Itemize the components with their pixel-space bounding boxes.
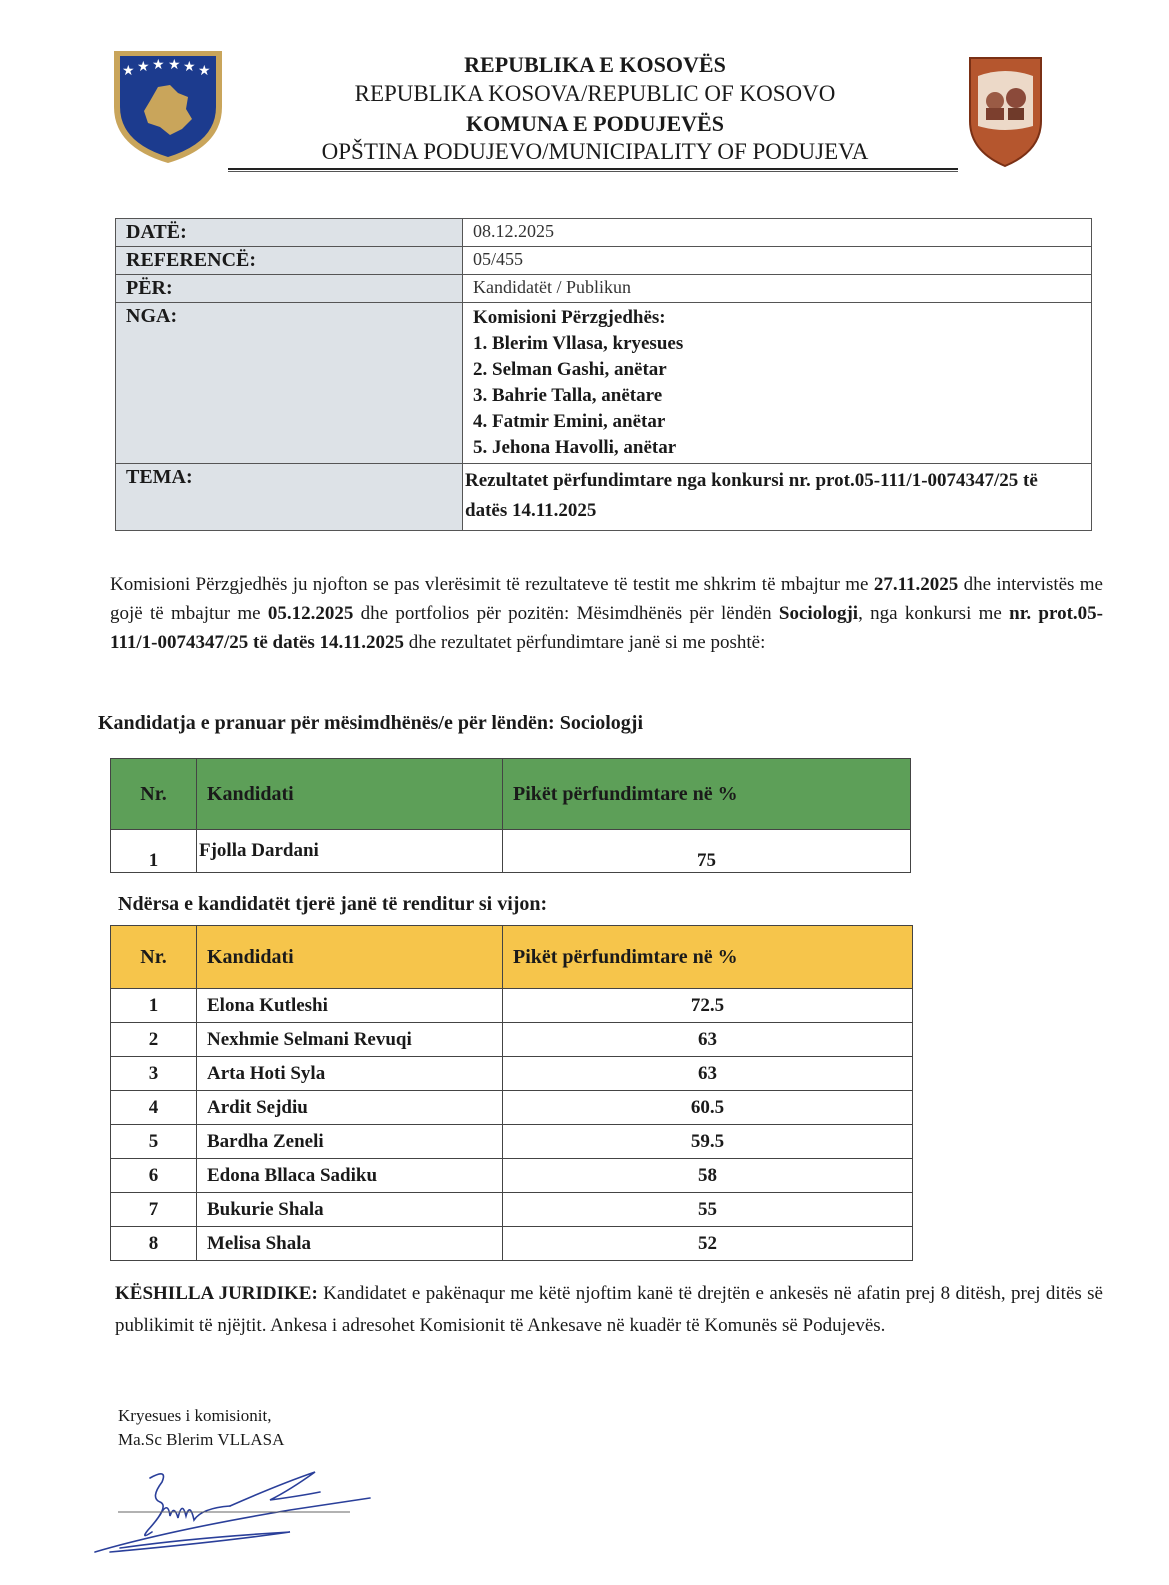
- row-score: 75: [503, 830, 911, 873]
- table-row: [111, 830, 911, 873]
- row-nr: 1: [111, 830, 197, 873]
- table-row: [111, 1159, 913, 1193]
- header-line-municipality-serbian-english: OPŠTINA PODUJEVO/MUNICIPALITY OF PODUJEVA: [321, 139, 869, 164]
- row-score: 63: [503, 1057, 913, 1091]
- table-header-row: [111, 759, 911, 830]
- committee-member: 3. Bahrie Talla, anëtare: [473, 385, 663, 406]
- row-candidate-name: Bardha Zeneli: [197, 1125, 503, 1159]
- svg-text:★: ★: [122, 63, 135, 79]
- committee-member: 1. Blerim Vllasa, kryesues: [473, 333, 684, 354]
- column-header-candidate: Kandidati: [197, 759, 503, 830]
- signatory-name: Ma.Sc Blerim VLLASA: [118, 1430, 285, 1449]
- row-score: 63: [503, 1023, 913, 1057]
- committee-member: 2. Selman Gashi, anëtar: [473, 359, 667, 380]
- svg-text:★: ★: [183, 59, 196, 75]
- other-candidates-table: [110, 925, 913, 1261]
- kosovo-coat-of-arms-icon: [108, 47, 228, 165]
- info-row-reference: [116, 247, 1092, 275]
- row-score: 52: [503, 1227, 913, 1261]
- row-score: 59.5: [503, 1125, 913, 1159]
- row-score: 55: [503, 1193, 913, 1227]
- row-candidate-name: Arta Hoti Syla: [197, 1057, 503, 1091]
- subject-value: Rezultatet përfundimtare nga konkursi nr. prot.05-111/1-0074347/25 të datës 14.11.2025: [463, 464, 1092, 531]
- header-line-country-albanian: REPUBLIKA E KOSOVËS: [464, 52, 726, 77]
- column-header-nr: Nr.: [111, 926, 197, 989]
- from-label: NGA:: [116, 303, 463, 464]
- written-test-date: 27.11.2025: [873, 574, 959, 595]
- table-row: [111, 1091, 913, 1125]
- row-score: 60.5: [503, 1091, 913, 1125]
- row-candidate-name: Bukurie Shala: [197, 1193, 503, 1227]
- header-line-municipality-albanian: KOMUNA E PODUJEVËS: [466, 111, 724, 136]
- other-candidates-title: Ndërsa e kandidatët tjerë janë të renditur si vijon:: [118, 893, 548, 915]
- intro-text: dhe rezultatet përfundimtare janë si me poshtë:: [403, 632, 766, 653]
- table-header-row: [111, 926, 913, 989]
- memo-info-table: [115, 218, 1092, 531]
- svg-text:★: ★: [198, 63, 211, 79]
- table-row: [111, 989, 913, 1023]
- row-nr: 1: [111, 989, 197, 1023]
- row-score: 72.5: [503, 989, 913, 1023]
- row-candidate-name: Nexhmie Selmani Revuqi: [197, 1023, 503, 1057]
- row-candidate-name: Edona Bllaca Sadiku: [197, 1159, 503, 1193]
- intro-text: , nga konkursi me: [858, 603, 1010, 624]
- row-score: 58: [503, 1159, 913, 1193]
- table-row: [111, 1057, 913, 1091]
- row-nr: 8: [111, 1227, 197, 1261]
- info-row-subject: [116, 464, 1092, 531]
- table-row: [111, 1227, 913, 1261]
- committee-heading: Komisioni Përzgjedhës:: [473, 307, 666, 328]
- info-row-date: [116, 219, 1092, 247]
- reference-label: REFERENCË:: [116, 247, 463, 275]
- info-row-from: [116, 303, 1092, 464]
- row-candidate-name: Fjolla Dardani: [197, 830, 503, 873]
- svg-text:★: ★: [152, 57, 165, 73]
- table-row: [111, 1023, 913, 1057]
- accepted-candidate-title: Kandidatja e pranuar për mësimdhënës/e për lëndën: Sociologji: [98, 712, 644, 734]
- to-label: PËR:: [116, 275, 463, 303]
- legal-advice-label: KËSHILLA JURIDIKE:: [115, 1283, 318, 1304]
- intro-paragraph: [110, 570, 1103, 657]
- committee-member: 5. Jehona Havolli, anëtar: [473, 437, 677, 458]
- column-header-score: Pikët përfundimtare në %: [503, 759, 911, 830]
- podujeva-coat-of-arms-icon: [968, 56, 1043, 168]
- row-nr: 2: [111, 1023, 197, 1057]
- row-candidate-name: Melisa Shala: [197, 1227, 503, 1261]
- row-nr: 7: [111, 1193, 197, 1227]
- intro-text: Komisioni Përzgjedhës ju njofton se pas vlerësimit të rezultateve të testit me shkrim të mbajtur me: [110, 574, 874, 595]
- row-nr: 3: [111, 1057, 197, 1091]
- header-line-country-serbian-english: REPUBLIKA KOSOVA/REPUBLIC OF KOSOVO: [354, 81, 836, 106]
- subject-label: TEMA:: [116, 464, 463, 531]
- protocol-number: nr. prot.05-111/1-0074347/25 të datës 14.11.2025: [110, 603, 1103, 653]
- table-row: [111, 1193, 913, 1227]
- to-value: Kandidatët / Publikun: [463, 275, 1092, 303]
- signatory-role: Kryesues i komisionit,: [118, 1406, 272, 1425]
- row-candidate-name: Elona Kutleshi: [197, 989, 503, 1023]
- committee-member: 4. Fatmir Emini, anëtar: [473, 411, 666, 432]
- header-divider: [228, 168, 958, 172]
- handwritten-signature-icon: [90, 1460, 390, 1560]
- date-label: DATË:: [116, 219, 463, 247]
- row-nr: 5: [111, 1125, 197, 1159]
- committee-members-list: [473, 331, 1081, 461]
- intro-text: dhe portfolios për pozitën: Mësimdhënës për lëndën: [353, 603, 779, 624]
- reference-value: 05/455: [463, 247, 1092, 275]
- interview-date: 05.12.2025: [267, 603, 354, 624]
- legal-advice-paragraph: [115, 1278, 1103, 1342]
- table-row: [111, 1125, 913, 1159]
- subject-name: Sociologji: [778, 603, 859, 624]
- from-value: [463, 303, 1092, 464]
- row-nr: 6: [111, 1159, 197, 1193]
- accepted-candidate-table: [110, 758, 911, 873]
- column-header-nr: Nr.: [111, 759, 197, 830]
- date-value: 08.12.2025: [463, 219, 1092, 247]
- row-candidate-name: Ardit Sejdiu: [197, 1091, 503, 1125]
- column-header-score: Pikët përfundimtare në %: [503, 926, 913, 989]
- info-row-to: [116, 275, 1092, 303]
- legal-advice-text: Kandidatet e pakënaqur me këtë njoftim kanë të drejtën e ankesës në afatin prej 8 ditësh, prej ditës së publikimit të njëjtit. Ankesa i adresohet Komisionit të Ankesave në kuadër të Komunës së Podujevës.: [115, 1283, 1103, 1336]
- intro-text: dhe intervistës me gojë të mbajtur me: [110, 574, 1103, 624]
- row-nr: 4: [111, 1091, 197, 1125]
- svg-text:★: ★: [168, 57, 181, 73]
- svg-text:★: ★: [137, 59, 150, 75]
- column-header-candidate: Kandidati: [197, 926, 503, 989]
